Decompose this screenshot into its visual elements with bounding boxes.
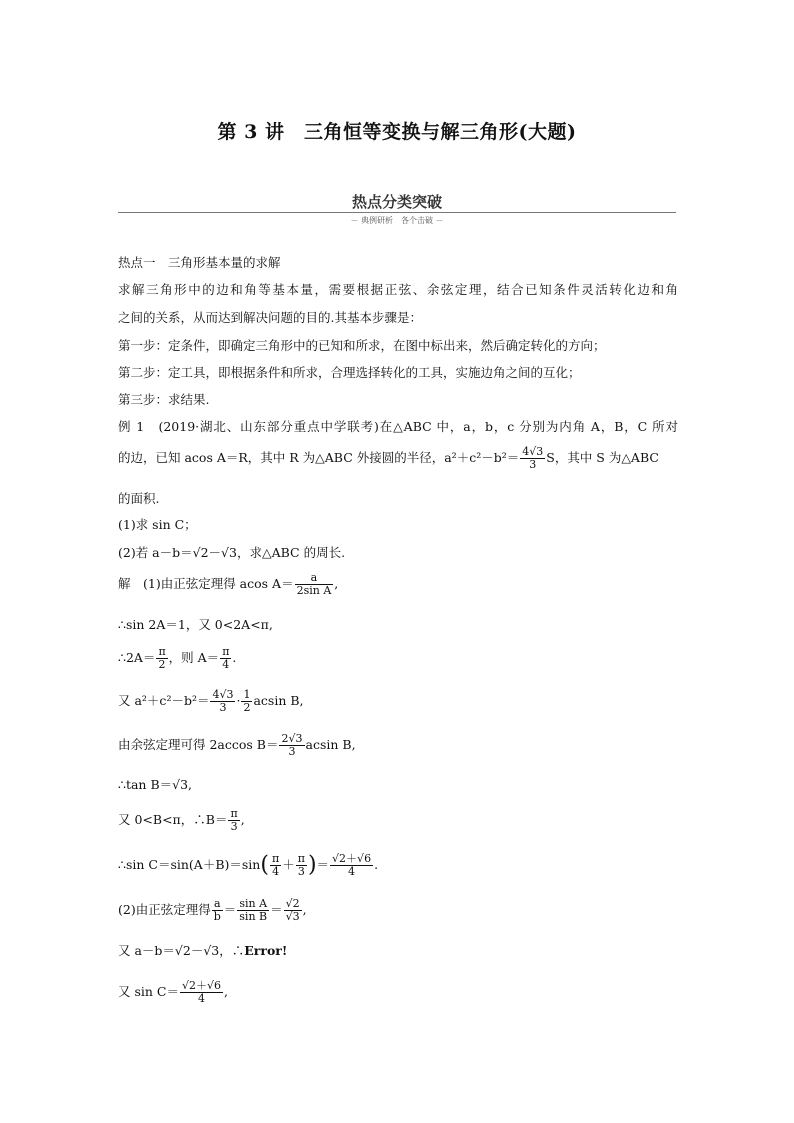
text: . (374, 857, 379, 872)
text: 由余弦定理可得 2accos B＝ (118, 737, 279, 752)
example-line-1: 例 1 (2019·湖北、山东部分重点中学联考)在△ABC 中，a，b，c 分别为内角 A，B，C 所对 (118, 419, 678, 434)
intro-line-1: 求解三角形中的边和角等基本量，需要根据正弦、余弦定理，结合已知条件灵活转化边和角 (118, 282, 678, 297)
left-paren: ( (260, 852, 269, 878)
denominator: 4 (222, 658, 230, 671)
solution-step-2: ∴sin 2A＝1，又 0<2A<π, (118, 617, 273, 632)
numerator: π (158, 645, 166, 658)
text: 又 a²＋c²－b²＝ (118, 693, 210, 708)
solution-step-4 (118, 689, 304, 714)
denominator: 4 (197, 992, 205, 1005)
numerator: 4√3 (522, 445, 544, 458)
numerator: a (295, 572, 334, 585)
numerator: 4√3 (212, 688, 234, 701)
fraction (284, 898, 302, 923)
denominator: 3 (297, 865, 305, 878)
text: , (240, 812, 245, 827)
text: 解 (1)由正弦定理得 acos A＝ (118, 576, 294, 591)
error-text: Error! (244, 943, 288, 958)
denominator: 3 (219, 701, 227, 714)
text: , (224, 984, 228, 999)
denominator: 3 (288, 745, 296, 758)
text: , (334, 576, 339, 591)
section-title: 热点分类突破 (351, 193, 442, 211)
question-1: (1)求 sin C； (118, 517, 197, 532)
solution-step-7 (118, 808, 245, 833)
text: ＝ (270, 902, 283, 917)
text: 又 a－b＝√2－√3，∴ (118, 943, 245, 958)
denominator: sin B (239, 910, 268, 923)
example-line-2-tail: S，其中 S 为△ABC (546, 450, 659, 465)
solution-step-11 (118, 980, 228, 1005)
text: ＝ (223, 902, 237, 917)
fraction (241, 689, 252, 714)
step-1: 第一步：定条件，即确定三角形中的已知和所求，在图中标出来，然后确定转化的方向； (118, 338, 606, 353)
solution-step-1 (118, 572, 338, 597)
solution-step-3 (118, 646, 236, 671)
solution-step-10 (118, 943, 287, 959)
text: acsin B, (253, 693, 304, 708)
text: (2)由正弦定理得 (118, 902, 211, 917)
fraction (520, 446, 545, 471)
fraction (180, 980, 223, 1005)
text: ∴sin C＝sin(A＋B)＝sin (118, 857, 261, 872)
fraction (330, 853, 373, 878)
text: · (236, 693, 241, 708)
text: ＋ (282, 857, 295, 872)
fraction (210, 689, 235, 714)
text: . (232, 650, 237, 665)
solution-step-9 (118, 898, 307, 923)
numerator: π (222, 645, 230, 658)
fraction (220, 646, 231, 671)
denominator: 4 (348, 865, 356, 878)
solution-step-8 (118, 853, 378, 878)
numerator: √2＋√6 (332, 852, 372, 865)
text: ＝ (316, 857, 330, 872)
fraction (237, 898, 269, 923)
fraction (156, 646, 167, 671)
text: 又 sin C＝ (118, 984, 179, 999)
denominator: 4 (272, 865, 280, 878)
fraction (270, 853, 281, 878)
step-2: 第二步：定工具，即根据条件和所求，合理选择转化的工具，实施边角之间的互化； (118, 365, 581, 380)
denominator: 3 (529, 458, 537, 471)
numerator: π (271, 852, 280, 865)
numerator: 1 (243, 688, 251, 701)
step-3: 第三步：求结果. (118, 392, 210, 407)
fraction (228, 808, 239, 833)
numerator: √2＋√6 (181, 979, 221, 992)
text: ，则 A＝ (168, 650, 220, 665)
fraction (295, 572, 334, 597)
example-line-2 (118, 446, 659, 471)
section-divider (118, 212, 676, 213)
numerator: a (212, 898, 223, 911)
numerator: √2 (285, 897, 300, 910)
hotspot-heading: 热点一 三角形基本量的求解 (118, 255, 281, 270)
numerator: 2√3 (281, 732, 303, 745)
denominator: 2 (158, 658, 166, 671)
question-2: (2)若 a－b＝√2－√3，求△ABC 的周长. (118, 545, 346, 560)
numerator: π (297, 852, 305, 865)
section-subtitle: － 典例研析 各个击破 － (350, 216, 444, 225)
text: 又 0<B<π，∴B＝ (118, 812, 228, 827)
right-paren: ) (307, 852, 317, 878)
fraction (296, 853, 307, 878)
intro-line-2: 之间的关系，从而达到解决问题的目的.其基本步骤是： (118, 310, 422, 325)
denominator: 3 (230, 820, 238, 833)
fraction (279, 733, 304, 758)
solution-step-5 (118, 733, 356, 758)
page-title: 第 3 讲 三角恒等变换与解三角形(大题) (217, 121, 577, 143)
text: acsin B, (305, 737, 356, 752)
denominator: 2 (243, 701, 251, 714)
numerator: sin A (237, 898, 269, 911)
denominator: √3 (285, 910, 300, 923)
denominator: b (213, 910, 221, 923)
text: ∴2A＝ (118, 650, 156, 665)
solution-step-6: ∴tan B＝√3, (118, 777, 193, 792)
text: , (302, 902, 307, 917)
fraction (212, 898, 223, 923)
example-line-2-text: 的边，已知 acos A＝R，其中 R 为△ABC 外接圆的半径，a²＋c²－b²＝ (118, 450, 520, 465)
example-line-3: 的面积. (118, 491, 160, 506)
numerator: π (230, 807, 238, 820)
denominator: 2sin A (296, 584, 332, 597)
